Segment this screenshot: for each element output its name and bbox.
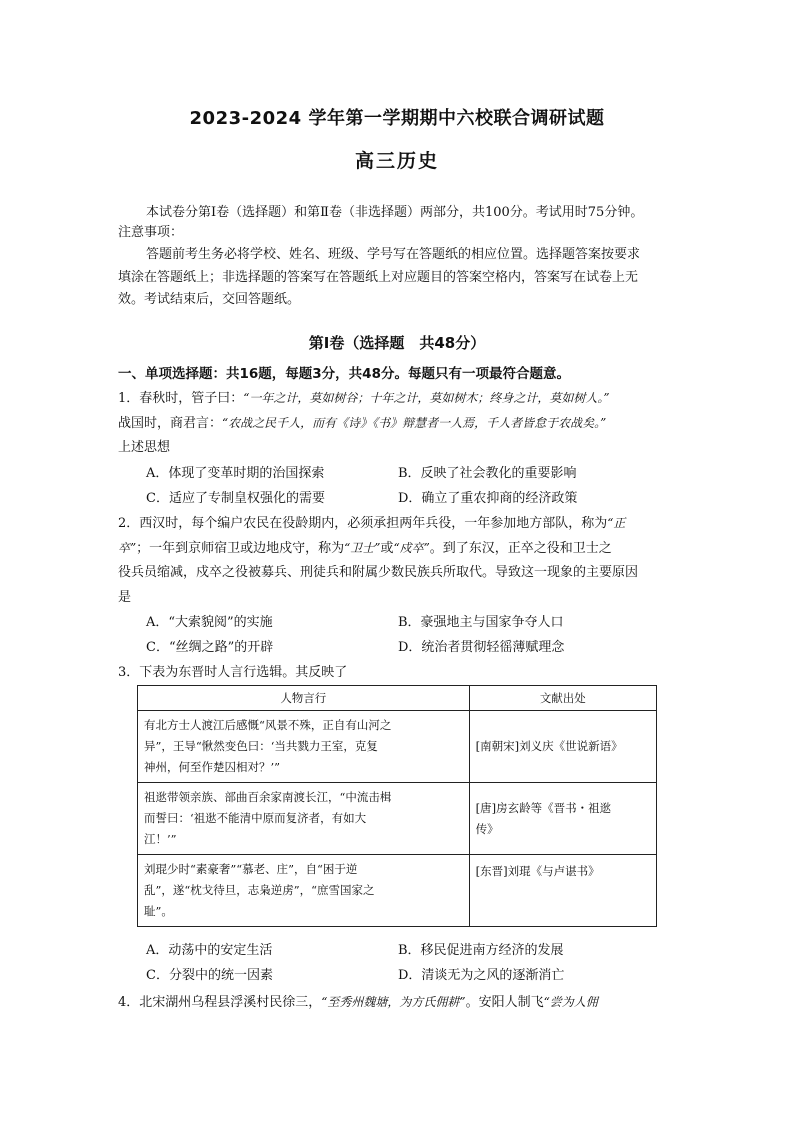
question-2-line: 役兵员缩减，戍卒之役被募兵、刑徒兵和附属少数民族兵所取代。导致这一现象的主要原因	[118, 565, 639, 580]
notice-label: 注意事项：	[118, 225, 184, 240]
option-a[interactable]: A．“大索貌阅”的实施	[146, 615, 273, 630]
table-cell: [唐]房玄龄等《晋书・祖逖 传》	[469, 783, 656, 855]
section-title: 第Ⅰ卷（选择题 共48分）	[308, 334, 486, 352]
table-header: 人物言行	[138, 686, 470, 711]
question-2-line: 2．西汉时，每个编户农民在役龄期内，必须承担两年兵役，一年参加地方部队，称为“正	[118, 516, 626, 531]
question-2-line: 是	[118, 590, 132, 605]
notice-text: 效。考试结束后，交回答题纸。	[118, 292, 301, 307]
table-header-row	[138, 686, 657, 711]
option-a[interactable]: A．动荡中的安定生活	[146, 943, 273, 958]
table-row	[138, 855, 657, 927]
option-d[interactable]: D．确立了重农抑商的经济政策	[398, 491, 578, 506]
option-d[interactable]: D．清谈无为之风的逐渐消亡	[398, 968, 565, 983]
table-header: 文献出处	[469, 686, 656, 711]
notice-text: 填涂在答题纸上；非选择题的答案写在答题纸上对应题目的答案空格内，答案写在试卷上无	[118, 270, 639, 285]
table-cell: 刘琨少时“素豪奢”“慕老、庄”，自“困于逆 乱”，遂“枕戈待旦，志枭逆虏”，“庶雪国家之 耻”。	[138, 855, 470, 927]
subject-title: 高三历史	[354, 150, 439, 172]
question-4-line: 4．北宋湖州乌程县浮溪村民徐三，“至秀州魏塘，为方氏佣耕”。安阳人制飞“尝为人佣	[118, 995, 598, 1010]
option-d[interactable]: D．统治者贯彻轻徭薄赋理念	[398, 640, 565, 655]
exam-title: 2023-2024 学年第一学期期中六校联合调研试题	[189, 108, 605, 129]
option-c[interactable]: C．分裂中的统一因素	[146, 968, 273, 983]
option-a[interactable]: A．体现了变革时期的治国探索	[146, 466, 325, 481]
quotes-table	[137, 685, 657, 927]
option-b[interactable]: B．移民促进南方经济的发展	[398, 943, 564, 958]
section-instructions: 一、单项选择题：共16题，每题3分，共48分。每题只有一项最符合题意。	[118, 366, 570, 382]
option-b[interactable]: B．反映了社会教化的重要影响	[398, 466, 577, 481]
table-row	[138, 783, 657, 855]
question-1-line: 战国时，商君言：“农战之民千人，而有《诗》《书》辩慧者一人焉，千人者皆怠于农战矣。”	[118, 416, 607, 431]
table-row	[138, 711, 657, 783]
option-c[interactable]: C．“丝绸之路”的开辟	[146, 640, 274, 655]
question-1-line: 1．春秋时，管子曰：“一年之计，莫如树谷；十年之计，莫如树木；终身之计，莫如树人。”	[118, 391, 610, 406]
option-b[interactable]: B．豪强地主与国家争夺人口	[398, 615, 564, 630]
option-c[interactable]: C．适应了专制皇权强化的需要	[146, 491, 325, 506]
question-3-stem: 3．下表为东晋时人言行选辑。其反映了	[118, 665, 348, 680]
question-1-line: 上述思想	[118, 440, 171, 455]
table-cell: 祖逖带领亲族、部曲百余家南渡长江，“中流击楫 而誓曰：‘祖逖不能清中原而复济者，有如大 江！’”	[138, 783, 470, 855]
table-cell: [东晋]刘琨《与卢谌书》	[469, 855, 656, 927]
question-2-line: 卒”；一年到京师宿卫或边地戍守，称为“卫士”或“戍卒”。到了东汉，正卒之役和卫士之	[118, 541, 612, 556]
intro-paragraph: 本试卷分第Ⅰ卷（选择题）和第Ⅱ卷（非选择题）两部分，共100分。考试用时75分钟。	[146, 205, 644, 220]
table-cell: 有北方士人渡江后感慨“风景不殊，正自有山河之 异”，王导“愀然变色曰：‘当共戮力王室，克复 神州，何至作楚囚相对？’”	[138, 711, 470, 783]
table-cell: [南朝宋]刘义庆《世说新语》	[469, 711, 656, 783]
notice-text: 答题前考生务必将学校、姓名、班级、学号写在答题纸的相应位置。选择题答案按要求	[146, 247, 641, 262]
